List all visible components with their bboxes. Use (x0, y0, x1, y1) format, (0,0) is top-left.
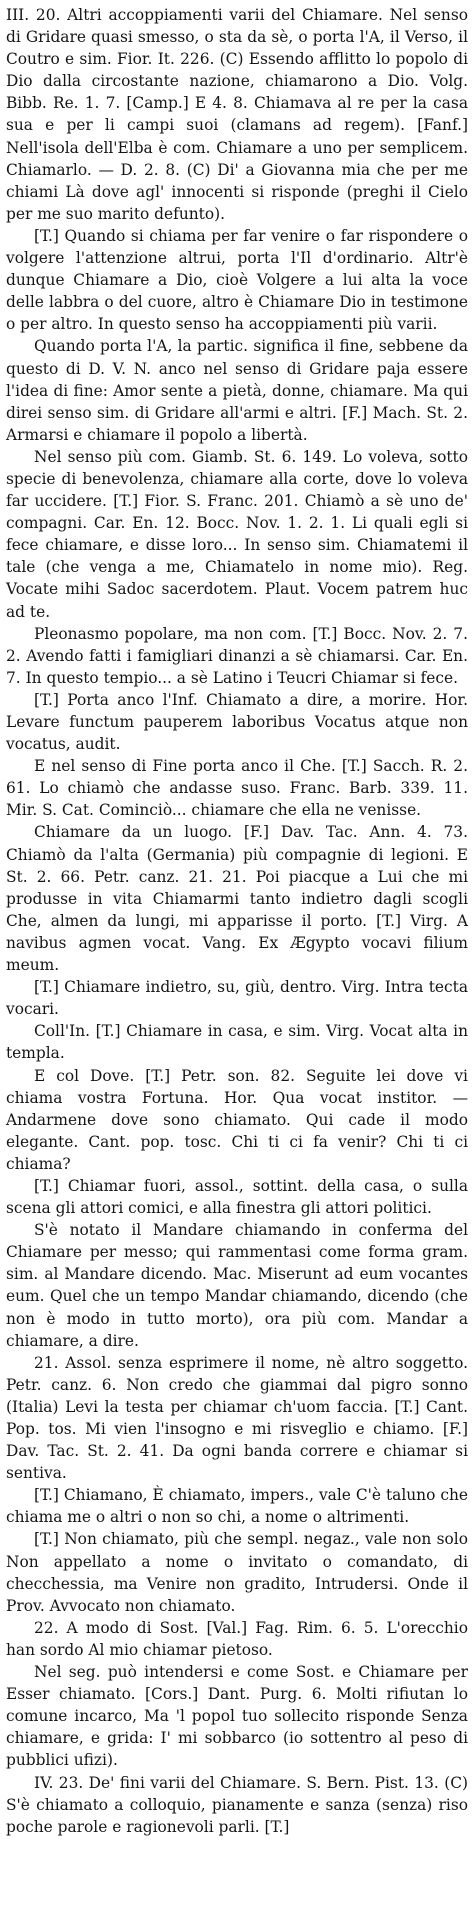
paragraph-a-purpose: Quando porta l'A, la partic. significa il fine, sebbene da questo di D. V. N. anco nel senso di Gridare paja essere l'idea di fine: Amor sente a pietà, donne, chiamare. Ma qui direi senso sim. di Gridare all'armi e altri. [F.] Mach. St. 2. Armarsi e chiamare il popolo a libertà. (6, 337, 468, 444)
paragraph-directions: [T.] Chiamare indietro, su, giù, dentro. Virg. Intra tecta vocari. (6, 978, 468, 1019)
paragraph-noun-sense: Nel seg. può intendersi e come Sost. e Chiamare per Esser chiamato. [Cors.] Dant. Purg. 6. Molti rifiutan lo comune incarco, Ma 'l popol tuo sollecito risponde Senza chiamare, e grida: I' mi sobbarco (io sottentro al peso di pubblici ufizi). (6, 1663, 468, 1770)
entry-section-23: IV. 23. De' fini varii del Chiamare. S. Bern. Pist. 13. (C) S'è chiamato a colloquio, pianamente e sanza (senza) riso poche parole e ragionevoli parli. [T.] (6, 1773, 468, 1836)
paragraph-che: E nel senso di Fine porta anco il Che. [T.] Sacch. R. 2. 61. Lo chiamò che andasse suso. Franc. Barb. 339. 11. Mir. S. Cat. Cominciò... chiamare che ella ne venisse. (6, 757, 468, 820)
entry-section-20: III. 20. Altri accoppiamenti varii del Chiamare. Nel senso di Gridare quasi smesso, o sta da sè, o porta l'A, il Verso, il Coutro e sim. Fior. It. 226. (C) Essendo afflitto lo popolo di Dio dalla circostante nazione, chiamarono a Dio. Volg. Bibb. Re. 1. 7. [Camp.] E 4. 8. Chiamava al re per la casa sua e per li campi suoi (clamans ad regem). [Fanf.] Nell'isola dell'Elba è com. Chiamare a uno per semplicem. Chiamarlo. — D. 2. 8. (C) Di' a Giovanna mia che per me chiami Là dove agl' innocenti si risponde (preghi il Cielo per me suo marito defunto). (6, 6, 468, 223)
paragraph-dove: E col Dove. [T.] Petr. son. 82. Seguite lei dove vi chiama vostra Fortuna. Hor. Qua vocat institor. — Andarmene dove sono chiamato. Qui cade il modo elegante. Cant. pop. tosc. Chi ti ci fa venir? Chi ti ci chiama? (6, 1066, 468, 1173)
paragraph-pleonasm: Pleonasmo popolare, ma non com. [T.] Bocc. Nov. 2. 7. 2. Avendo fatti i famigliari dinanzi a sè chiamarsi. Car. En. 7. In questo tempio... a sè Latino i Teucri Chiamar si fece. (6, 624, 468, 687)
entry-section-21: 21. Assol. senza esprimere il nome, nè altro soggetto. Petr. canz. 6. Non credo che giammai dal pigro sonno (Italia) Levi la testa per chiamar ch'uom faccia. [T.] Cant. Pop. tos. Mi vien l'insogno e mi risveglio e chiamo. [F.] Dav. Tac. St. 2. 41. Da ogni banda correre e chiamar si sentiva. (6, 1353, 468, 1483)
paragraph-in: Coll'In. [T.] Chiamare in casa, e sim. Virg. Vocat alta in templa. (6, 1022, 468, 1063)
paragraph-mandare: S'è notato il Mandare chiamando in conferma del Chiamare per messo; qui rammentasi come forma gram. sim. al Mandare dicendo. Mac. Miserunt ad eum vocantes eum. Quel che un tempo Mandar chiamando, dicendo (che non è modo in tutto morto), ora più com. Mandar a chiamare, a dire. (6, 1221, 468, 1350)
paragraph-impersonal: [T.] Chiamano, È chiamato, impers., vale C'è taluno che chiama me o altri o non so chi, a nome o altrimenti. (6, 1486, 468, 1527)
entry-section-22: 22. A modo di Sost. [Val.] Fag. Rim. 6. 5. L'orecchio han sordo Al mio chiamar pietoso. (6, 1618, 468, 1659)
paragraph-common-sense: Nel senso più com. Giamb. St. 6. 149. Lo voleva, sotto specie di benevolenza, chiamare alla corte, dove lo voleva far uccidere. [T.] Fior. S. Franc. 201. Chiamò a sè uno de' compagni. Car. En. 12. Bocc. Nov. 1. 2. 1. Li quali egli si fece chiamare, e disse loro... In senso sim. Chiamatemi il tale (che venga a me, Chiamatelo in nome mio). Reg. Vocate mihi Sadoc sacerdotem. Plaut. Vocem patrem huc ad te. (6, 447, 468, 621)
paragraph-fuori: [T.] Chiamar fuori, assol., sottint. della casa, o sulla scena gli attori comici, e alla finestra gli attori politici. (6, 1176, 468, 1218)
paragraph-non-chiamato: [T.] Non chiamato, più che sempl. negaz., vale non solo Non appellato a nome o invitato o comandato, di checchessia, ma Venire non gradito, Intrudersi. Onde il Prov. Avvocato non chiamato. (6, 1530, 468, 1615)
paragraph-infinitive: [T.] Porta anco l'Inf. Chiamato a dire, a morire. Hor. Levare functum pauperem laboribus Vocatus atque non vocatus, audit. (6, 690, 468, 754)
paragraph-from-place: Chiamare da un luogo. [F.] Dav. Tac. Ann. 4. 73. Chiamò da l'alta (Germania) più compagnie di legioni. E St. 2. 66. Petr. canz. 21. 21. Poi piacque a Lui che mi produsse in vita Chiamarmi tanto indietro dagli scogli Che, almen da lungi, mi apparisse il porto. [T.] Virg. A navibus agmen vocat. Vang. Ex Ægypto vocavi filium meum. (6, 823, 468, 975)
paragraph-call-attention: [T.] Quando si chiama per far venire o far rispondere o volgere l'attenzione altrui, porta l'Il d'ordinario. Altr'è dunque Chiamare a Dio, cioè Volgere a lui alta la voce delle labbra o del cuore, altro è Chiamare Dio in testimone o per altro. In questo senso ha accoppiamenti più varii. (6, 226, 468, 334)
